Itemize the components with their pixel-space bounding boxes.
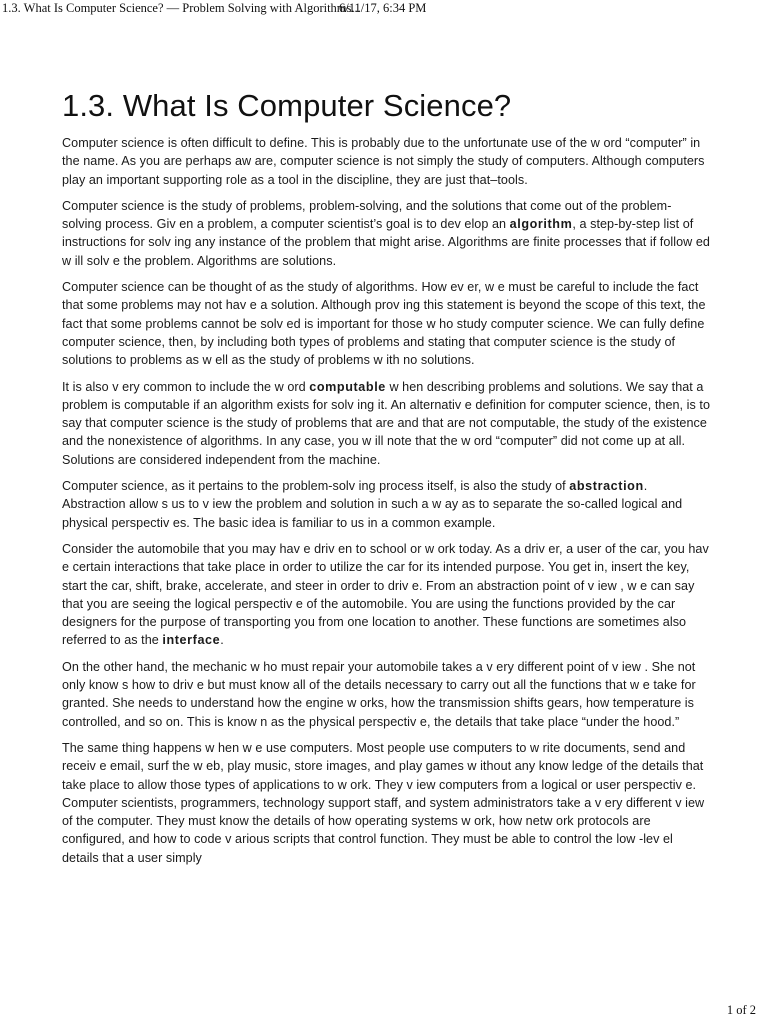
paragraph-text: It is also v ery common to include the w ord <box>62 379 310 394</box>
paragraph-7 <box>62 658 710 731</box>
paragraph-text: . Abstraction allow s us to v iew the problem and solution in such a w ay as to separate the so-called logical and physical perspectiv es. The basic idea is familiar to us in a common example. <box>62 479 683 530</box>
paragraph-4 <box>62 378 710 469</box>
paragraph-3 <box>62 278 710 369</box>
document-body <box>62 88 710 875</box>
paragraph-text: , a step-by-step list of instructions for solv ing any instance of the problem that might arise. Algorithms are finite processes that if follow ed w ill solv e the problem. Algorithms are solutions. <box>62 217 710 268</box>
paragraph-text: Computer science is often difficult to define. This is probably due to the unfortunate use of the w ord “computer” in the name. As you are perhaps aw are, computer science is not simply the study of computers. Although computers play an important supporting role as a tool in the discipline, they are just that–tools. <box>62 136 705 187</box>
paragraph-text: Computer science can be thought of as the study of algorithms. How ev er, w e must be careful to include the fact that some problems may not hav e a solution. Although prov ing this statement is beyond the scope of this text, the fact that some problems cannot be solv ed is important for those w ho study computer science. We can fully define computer science, then, by including both types of problems and stating that computer science is the study of solutions to problems as w ell as the study of problems w ith no solutions. <box>62 280 706 368</box>
paragraph-8 <box>62 739 710 867</box>
paragraph-text: Computer science, as it pertains to the problem-solv ing process itself, is also the study of <box>62 479 570 494</box>
paragraph-text: On the other hand, the mechanic w ho must repair your automobile takes a v ery different point of v iew . She not only know s how to driv e but must know all of the details necessary to carry out all the functions that w e take for granted. She needs to understand how the engine w orks, how the transmission shifts gears, how temperature is controlled, and so on. This is know n as the physical perspectiv e, the details that take place “under the hood.” <box>62 659 696 729</box>
paragraph-5 <box>62 477 710 532</box>
paragraph-text: Consider the automobile that you may hav e driv en to school or w ork today. As a driv er, a user of the car, you hav e certain interactions that take place in order to utilize the car for its intended purpose. You get in, insert the key, start the car, shift, brake, accelerate, and steer in order to driv e. From an abstraction point of v iew , w e can say that you are seeing the logical perspectiv e of the automobile. You are using the functions provided by the car designers for the purpose of transporting you from one location to another. These functions are sometimes also referred to as the <box>62 541 709 648</box>
term-computable: computable <box>309 379 386 394</box>
print-header-timestamp: 6/11/17, 6:34 PM <box>339 1 427 15</box>
paragraph-text: . <box>220 633 224 648</box>
term-abstraction: abstraction <box>569 479 644 494</box>
paragraph-1 <box>62 134 710 189</box>
paragraph-6 <box>62 540 710 650</box>
paragraph-2 <box>62 197 710 270</box>
term-interface: interface <box>162 633 221 648</box>
print-header-title: 1.3. What Is Computer Science? — Problem Solving with Algorithms... <box>2 1 361 15</box>
paragraph-text: The same thing happens w hen w e use computers. Most people use computers to w rite documents, send and receiv e email, surf the w eb, play music, store images, and play games w ithout any know ledge of the details that take place to allow those types of applications to w ork. They v iew computers from a logical or user perspectiv e. Computer scientists, programmers, technology support staff, and system administrators take a v ery different v iew of the computer. They must know the details of how operating systems w ork, how netw ork protocols are configured, and how to code v arious scripts that control function. They must be able to control the low -lev el details that a user simply <box>62 740 705 865</box>
paragraph-text: w hen describing problems and solutions. We say that a problem is computable if an algorithm exists for solv ing it. An alternativ e definition for computer science, then, is to say that computer science is the study of problems that are and that are not computable, the study of the existence and the nonexistence of algorithms. In any case, you w ill note that the w ord “computer” did not come up at all. Solutions are considered independent from the machine. <box>62 379 710 467</box>
print-header <box>2 1 427 16</box>
page-number: 1 of 2 <box>726 1003 756 1017</box>
term-algorithm: algorithm <box>509 217 573 232</box>
page-title: 1.3. What Is Computer Science? <box>62 88 512 123</box>
paragraph-text: Computer science is the study of problems, problem-solving, and the solutions that come out of the problem-solving process. Giv en a problem, a computer scientist’s goal is to dev elop an <box>62 198 672 232</box>
